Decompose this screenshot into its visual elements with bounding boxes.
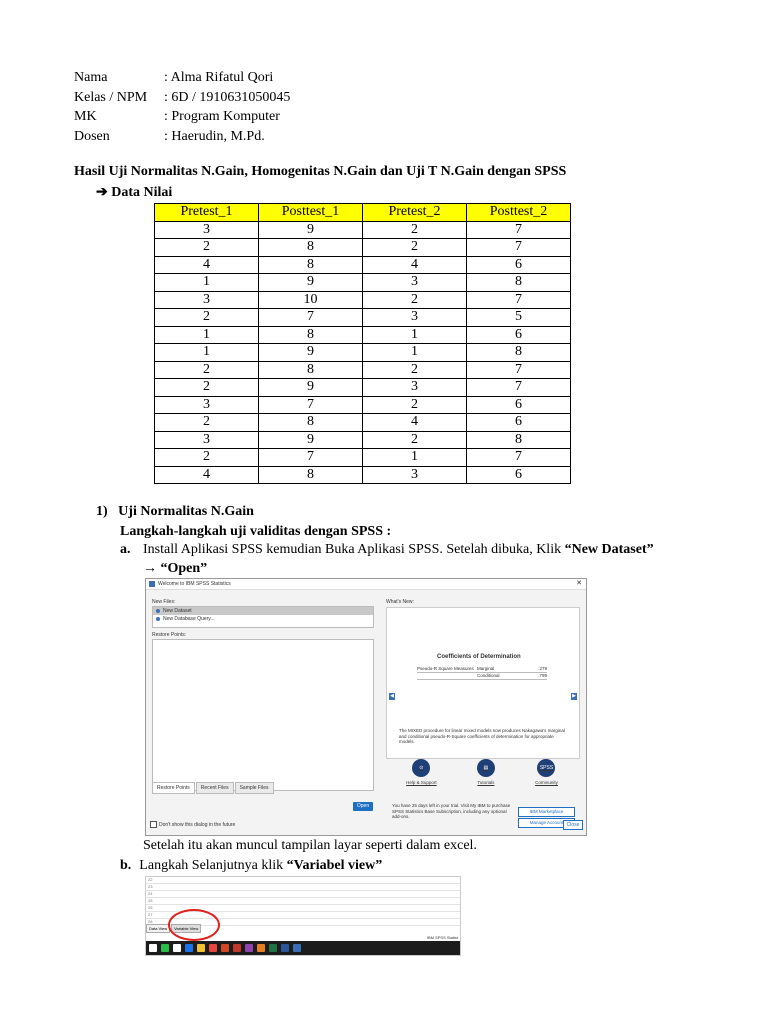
tab-sample-files[interactable]: Sample Files (235, 782, 274, 794)
left-pane: New Files: New Dataset New Database Query... Restore Points: (152, 599, 380, 809)
whats-new-panel: Coefficients of Determination Pseudo-R Square Measures Marginal .279 Conditional .799 The MIXED procedure for linear mixed models now produces Nakagawa's marginal and conditional pseudo-R-Square coefficients of determination for appropriate models. ◀ ▶ (386, 607, 580, 759)
table-row (155, 449, 571, 467)
table-cell: 3 (363, 309, 467, 327)
table-cell: 3 (363, 379, 467, 397)
highlight-circle (168, 909, 220, 941)
new-dataset-item[interactable]: New Dataset (153, 607, 373, 615)
folder-icon[interactable] (197, 944, 205, 952)
table-cell: 3 (363, 466, 467, 484)
table-cell: 2 (155, 309, 259, 327)
resource-icons (386, 759, 578, 785)
table-cell: 3 (363, 274, 467, 292)
tutorials-link[interactable]: ▤ Tutorials (477, 759, 495, 785)
data-table (154, 203, 571, 484)
table-cell: 1 (363, 449, 467, 467)
table-row (155, 466, 571, 484)
grid-row: 27 (146, 912, 460, 919)
close-icon[interactable]: ✕ (576, 580, 582, 587)
after-text: Setelah itu akan muncul tampilan layar seperti dalam excel. (143, 838, 477, 853)
tab-data-view[interactable]: Data View (146, 924, 170, 933)
info-row-nama: Nama : Alma Rifatul Qori (74, 70, 274, 85)
table-cell: 8 (259, 466, 363, 484)
dataset-icon (156, 609, 160, 613)
new-database-query-item[interactable]: New Database Query... (153, 615, 373, 623)
student-info (74, 68, 290, 146)
table-row (155, 361, 571, 379)
column-header: Posttest_1 (259, 204, 363, 222)
grid-row: 22 (146, 877, 460, 884)
app-icon[interactable] (245, 944, 253, 952)
spss-data-editor-screenshot (145, 876, 461, 956)
community-link[interactable]: SPSS Community (535, 759, 558, 785)
grid-row: 28 (146, 919, 460, 926)
open-button[interactable]: Open (353, 802, 373, 811)
table-row (155, 431, 571, 449)
table-cell: 4 (363, 414, 467, 432)
table-cell: 7 (259, 449, 363, 467)
table-cell: 2 (363, 396, 467, 414)
table-cell: 8 (467, 431, 571, 449)
table-row (155, 221, 571, 239)
spss-icon[interactable] (293, 944, 301, 952)
database-icon (156, 617, 160, 621)
chrome-icon[interactable] (209, 944, 217, 952)
new-files-list (152, 606, 374, 628)
table-row (155, 379, 571, 397)
table-cell: 8 (259, 326, 363, 344)
table-cell: 9 (259, 274, 363, 292)
close-button[interactable]: Close (563, 820, 583, 830)
windows-taskbar (146, 941, 461, 955)
promo-table: Pseudo-R Square Measures Marginal .279 Conditional .799 (417, 666, 547, 678)
table-row (155, 256, 571, 274)
table-cell: 2 (155, 239, 259, 257)
next-arrow-icon[interactable]: ▶ (572, 693, 576, 699)
table-cell: 5 (467, 309, 571, 327)
table-cell: 7 (259, 309, 363, 327)
grid-row: 24 (146, 891, 460, 898)
table-cell: 8 (259, 239, 363, 257)
windows-start-icon[interactable] (149, 944, 157, 952)
table-cell: 4 (155, 466, 259, 484)
table-cell: 9 (259, 221, 363, 239)
table-cell: 8 (259, 361, 363, 379)
grid-row: 25 (146, 898, 460, 905)
table-row (155, 309, 571, 327)
table-row (155, 396, 571, 414)
table-cell: 6 (467, 256, 571, 274)
table-row (155, 414, 571, 432)
table-cell: 7 (467, 221, 571, 239)
trial-notice: You have 25 days left in your trial. Visit My IBM to purchase SPSS Statistics Base Subscription, including any optional add-ons. (392, 803, 511, 819)
table-cell: 3 (155, 221, 259, 239)
table-cell: 4 (363, 256, 467, 274)
column-header: Posttest_2 (467, 204, 571, 222)
table-cell: 7 (467, 361, 571, 379)
table-cell: 4 (155, 256, 259, 274)
table-cell: 2 (363, 431, 467, 449)
spss-community-icon: SPSS (537, 759, 555, 777)
table-cell: 7 (467, 291, 571, 309)
table-cell: 2 (155, 379, 259, 397)
table-cell: 8 (467, 344, 571, 362)
word-icon[interactable] (281, 944, 289, 952)
table-header-row (155, 204, 571, 222)
table-cell: 6 (467, 414, 571, 432)
powerpoint-icon[interactable] (221, 944, 229, 952)
table-cell: 7 (467, 379, 571, 397)
table-cell: 7 (467, 449, 571, 467)
page-heading: Hasil Uji Normalitas N.Gain, Homogenitas N.Gain dan Uji T N.Gain dengan SPSS (74, 164, 567, 179)
info-row-dosen: Dosen : Haerudin, M.Pd. (74, 128, 265, 144)
help-support-link[interactable]: ⊙ Help & Support (406, 759, 437, 785)
data-nilai-label: ➔ Data Nilai (96, 185, 173, 200)
table-row (155, 274, 571, 292)
excel-icon[interactable] (269, 944, 277, 952)
section-1: 1) Uji Normalitas N.Gain Langkah-langkah uji validitas dengan SPSS : (96, 502, 391, 542)
table-cell: 1 (363, 344, 467, 362)
table-cell: 10 (259, 291, 363, 309)
browser-icon[interactable] (185, 944, 193, 952)
table-cell: 6 (467, 396, 571, 414)
tab-restore-points[interactable]: Restore Points (152, 782, 195, 794)
table-cell: 1 (155, 344, 259, 362)
step-a: a. Install Aplikasi SPSS kemudian Buka Aplikasi SPSS. Setelah dibuka, Klik “New Dataset” → “Open” (120, 542, 654, 576)
prev-arrow-icon[interactable]: ◀ (390, 693, 394, 699)
table-row (155, 291, 571, 309)
file-tabs (152, 782, 275, 794)
table-body (155, 221, 571, 484)
table-cell: 2 (155, 361, 259, 379)
table-cell: 3 (155, 396, 259, 414)
section-subtitle: Langkah-langkah uji validitas dengan SPSS : (120, 524, 392, 539)
grid-row: 26 (146, 905, 460, 912)
table-cell: 2 (363, 291, 467, 309)
app-icon[interactable] (257, 944, 265, 952)
pdf-icon[interactable] (233, 944, 241, 952)
table-cell: 6 (467, 326, 571, 344)
table-row (155, 326, 571, 344)
arrow-icon: ➔ (96, 185, 108, 200)
spss-welcome-dialog (145, 578, 587, 836)
app-icon[interactable] (161, 944, 169, 952)
table-cell: 7 (259, 396, 363, 414)
table-cell: 1 (155, 274, 259, 292)
restore-points-list[interactable] (152, 639, 374, 791)
table-row (155, 344, 571, 362)
info-row-mk: MK : Program Komputer (74, 109, 280, 124)
table-cell: 9 (259, 379, 363, 397)
search-icon[interactable] (173, 944, 181, 952)
table-cell: 8 (467, 274, 571, 292)
table-cell: 9 (259, 344, 363, 362)
spss-logo-icon (149, 581, 155, 587)
lifebuoy-icon: ⊙ (412, 759, 430, 777)
dont-show-checkbox[interactable] (150, 821, 157, 828)
step-b: b. Langkah Selanjutnya klik “Variabel view” (120, 858, 383, 873)
table-cell: 6 (467, 466, 571, 484)
grid-row: 23 (146, 884, 460, 891)
status-bar-text: IBM SPSS Statist (426, 935, 458, 940)
column-header: Pretest_1 (155, 204, 259, 222)
right-pane: What's New: Coefficients of Determination Pseudo-R Square Measures Marginal .279 Conditional .799 The MIXED procedure for linear mixed models now produces Nakagawa's marginal and conditional pseudo-R-Square coefficients of determination for appropriate models. ◀ ▶ ⊙ Help & Support ▤ Tutorials SPSS Community You have 25 days left in your trial. Visit My IBM to purchase SPSS Statistics Base Subscription, including any optional add-ons. IBM Marketplace Manage Account (386, 599, 578, 809)
table-cell: 3 (155, 291, 259, 309)
tab-recent-files[interactable]: Recent Files (196, 782, 234, 794)
info-row-kelas: Kelas / NPM : 6D / 1910631050045 (74, 89, 291, 105)
table-cell: 1 (155, 326, 259, 344)
table-cell: 2 (155, 414, 259, 432)
ibm-marketplace-button[interactable]: IBM Marketplace (518, 807, 575, 817)
table-row (155, 239, 571, 257)
table-cell: 9 (259, 431, 363, 449)
table-cell: 2 (363, 221, 467, 239)
table-cell: 7 (467, 239, 571, 257)
table-cell: 1 (363, 326, 467, 344)
table-cell: 2 (363, 239, 467, 257)
dialog-titlebar: Welcome to IBM SPSS Statistics ✕ (146, 579, 586, 590)
table-cell: 3 (155, 431, 259, 449)
document-icon: ▤ (477, 759, 495, 777)
column-header: Pretest_2 (363, 204, 467, 222)
table-cell: 8 (259, 414, 363, 432)
section-title: Uji Normalitas N.Gain (118, 504, 254, 519)
tab-variable-view[interactable]: Variable View (171, 924, 201, 933)
dont-show-checkbox-row[interactable]: Don't show this dialog in the future (150, 821, 235, 828)
table-cell: 2 (363, 361, 467, 379)
manage-account-button[interactable]: Manage Account (518, 818, 575, 828)
table-cell: 2 (155, 449, 259, 467)
table-cell: 8 (259, 256, 363, 274)
